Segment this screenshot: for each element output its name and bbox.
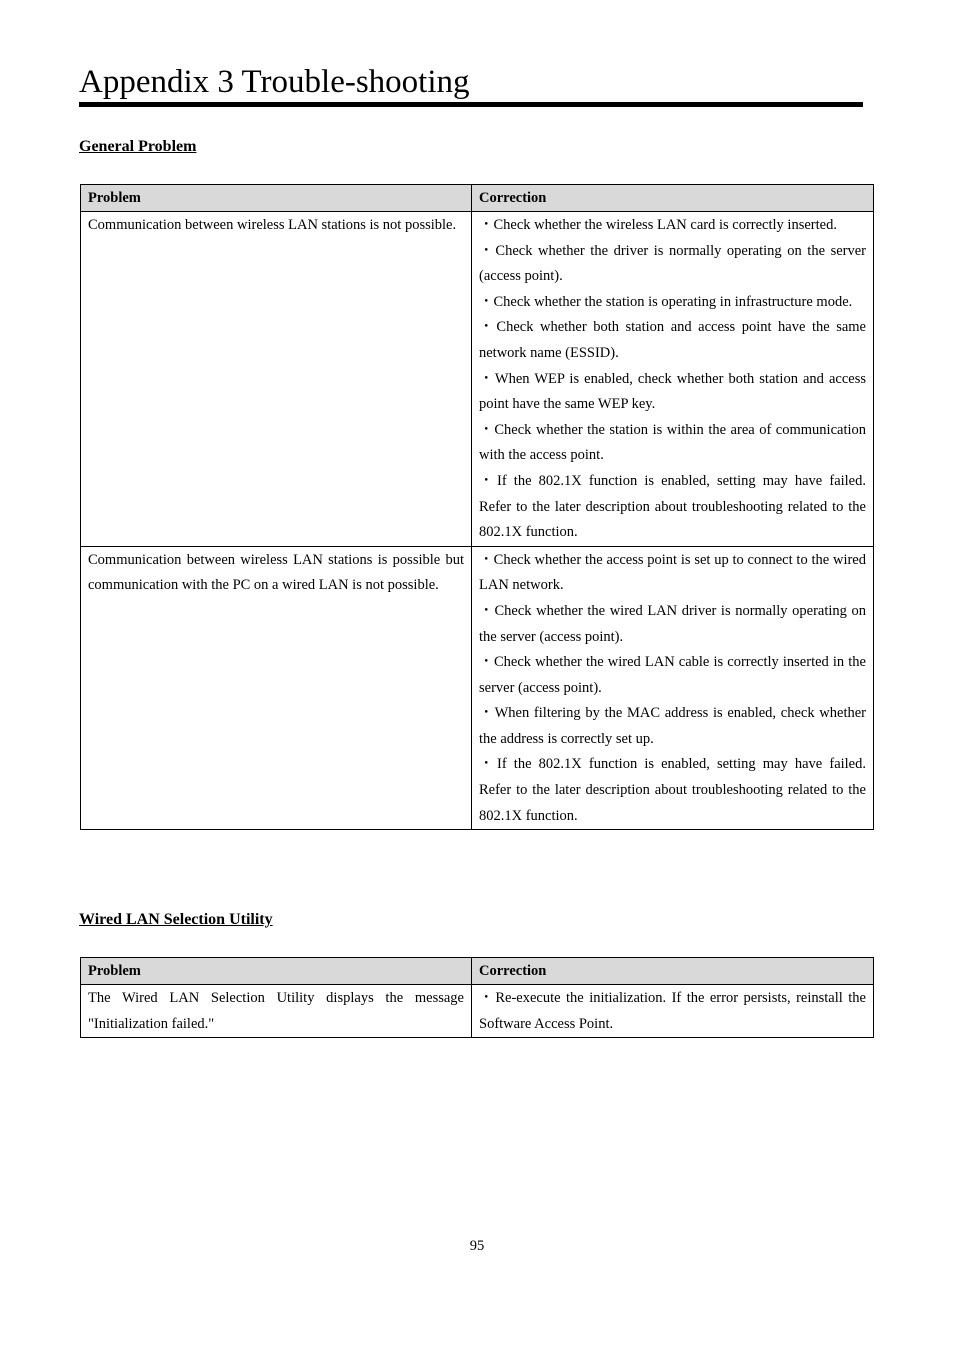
table-row <box>81 212 874 547</box>
correction-item: ・If the 802.1X function is enabled, setting may have failed. Refer to the later description about troubleshooting related to the 802.1X function. <box>479 756 866 824</box>
problem-cell: Communication between wireless LAN stations is possible but communication with the PC on a wired LAN is not possible. <box>81 546 472 830</box>
correction-item: ・Check whether the station is operating in infrastructure mode. <box>479 293 853 310</box>
table-row <box>81 546 874 830</box>
correction-item: ・If the 802.1X function is enabled, setting may have failed. Refer to the later description about troubleshooting related to the 802.1X function. <box>479 472 866 541</box>
column-header-problem: Problem <box>81 958 472 985</box>
section-heading-wired-lan-selection-utility: Wired LAN Selection Utility <box>79 911 273 928</box>
problem-cell: The Wired LAN Selection Utility displays the message "Initialization failed." <box>81 985 472 1038</box>
table-row <box>81 985 874 1038</box>
section-heading-general-problem: General Problem <box>79 138 197 155</box>
correction-item: ・Check whether the access point is set up to connect to the wired LAN network. <box>479 551 866 594</box>
correction-item: ・Check whether the wireless LAN card is correctly inserted. <box>479 217 837 233</box>
page-title: Appendix 3 Trouble-shooting <box>79 64 470 100</box>
table-header-row <box>81 958 874 985</box>
general-problem-table <box>80 184 874 830</box>
correction-item: ・Check whether the wired LAN cable is correctly inserted in the server (access point). <box>479 654 866 696</box>
page-number: 95 <box>469 1238 485 1254</box>
table-header-row <box>81 185 874 212</box>
correction-cell <box>472 985 874 1038</box>
correction-cell <box>472 546 874 830</box>
correction-item: ・Check whether the driver is normally operating on the server (access point). <box>479 242 866 285</box>
correction-item: ・Re-execute the initialization. If the error persists, reinstall the Software Access Point. <box>479 990 866 1032</box>
title-rule <box>79 102 863 107</box>
correction-item: ・Check whether both station and access point have the same network name (ESSID). <box>479 319 866 361</box>
column-header-correction: Correction <box>472 958 874 985</box>
correction-item: ・When WEP is enabled, check whether both station and access point have the same WEP key. <box>479 370 866 413</box>
column-header-problem: Problem <box>81 185 472 212</box>
wired-lan-table <box>80 957 874 1038</box>
correction-cell <box>472 212 874 547</box>
correction-item: ・When filtering by the MAC address is enabled, check whether the address is correctly set up. <box>479 705 866 747</box>
correction-item: ・Check whether the wired LAN driver is normally operating on the server (access point). <box>479 602 866 645</box>
column-header-correction: Correction <box>472 185 874 212</box>
problem-cell: Communication between wireless LAN stations is not possible. <box>81 212 472 547</box>
correction-item: ・Check whether the station is within the area of communication with the access point. <box>479 421 866 464</box>
